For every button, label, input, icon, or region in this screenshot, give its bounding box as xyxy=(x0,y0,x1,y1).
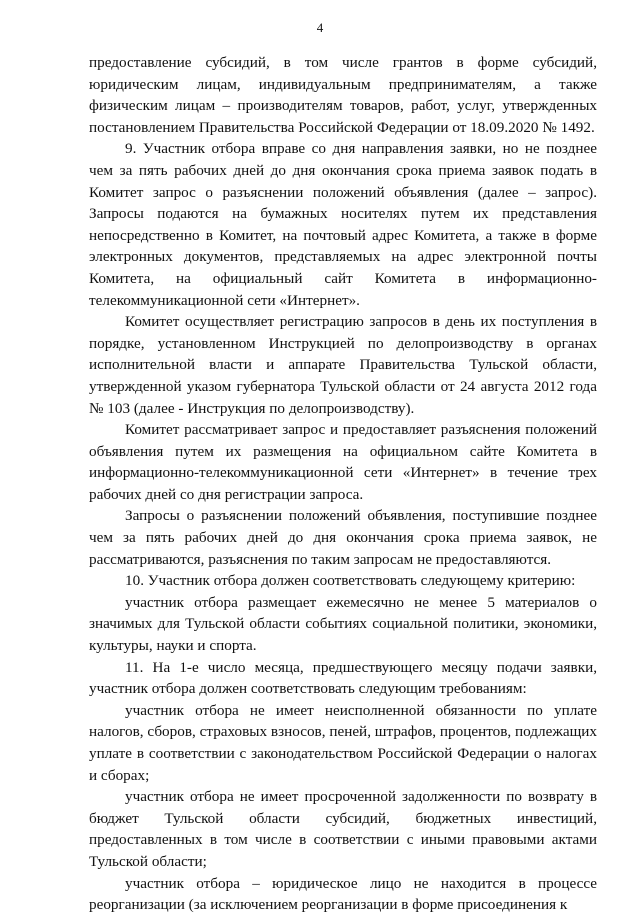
paragraph-clause-11: 11. На 1-е число месяца, предшествующего месяцу подачи заявки, участник отбора должен соответствовать следующим требованиям: xyxy=(89,658,597,698)
paragraph-requirement-taxes: участник отбора не имеет неисполненной обязанности по уплате налогов, сборов, страховых взносов, пеней, штрафов, процентов, подлежащих уплате в соответствии с законодательством Российской Федерации о налогах и сборах; xyxy=(89,701,597,784)
document-body xyxy=(89,52,597,916)
paragraph-requirement-reorganization: участник отбора – юридическое лицо не находится в процессе реорганизации (за исключением реорганизации в форме присоединения к xyxy=(89,874,597,914)
paragraph-requirement-debt: участник отбора не имеет просроченной задолженности по возврату в бюджет Тульской области субсидий, бюджетных инвестиций, предоставленных в том числе в соответствии с иными правовыми актами Тульской области; xyxy=(89,788,597,870)
paragraph-clause-10: 10. Участник отбора должен соответствовать следующему критерию: xyxy=(125,572,576,590)
paragraph-criterion: участник отбора размещает ежемесячно не менее 5 материалов о значимых для Тульской области событиях социальной политики, экономики, культуры, науки и спорта. xyxy=(89,593,597,655)
page-number: 4 xyxy=(316,20,324,35)
paragraph-subsidy-rules-tail: предоставление субсидий, в том числе грантов в форме субсидий, юридическим лицам, индивидуальным предпринимателям, а также физическим лицам – производителям товаров, работ, услуг, утвержденных постановлением Правительства Российской Федерации от 18.09.2020 № 1492. xyxy=(89,54,597,136)
paragraph-request-clarification: Комитет рассматривает запрос и предоставляет разъяснения положений объявления путем их размещения на официальном сайте Комитета в информационно-телекоммуникационной сети «Интернет» в течение трех рабочих дней со дня регистрации запроса. xyxy=(89,421,597,503)
paragraph-clause-9: 9. Участник отбора вправе со дня направления заявки, но не позднее чем за пять рабочих дней до дня окончания срока приема заявок подать в Комитет запрос о разъяснении положений объявления (далее – запрос). Запросы подаются на бумажных носителях путем их представления непосредственно в Комитет, на почтовый адрес Комитета, а также в форме электронных документов, представляемых на адрес электронной почты Комитета, на официальный сайт Комитета в информационно-телекоммуникационной сети «Интернет». xyxy=(89,140,597,309)
paragraph-late-requests: Запросы о разъяснении положений объявления, поступившие позднее чем за пять рабочих дней до дня окончания срока приема заявок, не рассматриваются, разъяснения по таким запросам не предоставляются. xyxy=(89,507,597,568)
paragraph-request-registration: Комитет осуществляет регистрацию запросов в день их поступления в порядке, установленном Инструкцией по делопроизводству в органах исполнительной власти и аппарате Правительства Тульской области, утвержденной указом губернатора Тульской области от 24 августа 2012 года № 103 (далее - Инструкция по делопроизводству). xyxy=(89,313,597,417)
